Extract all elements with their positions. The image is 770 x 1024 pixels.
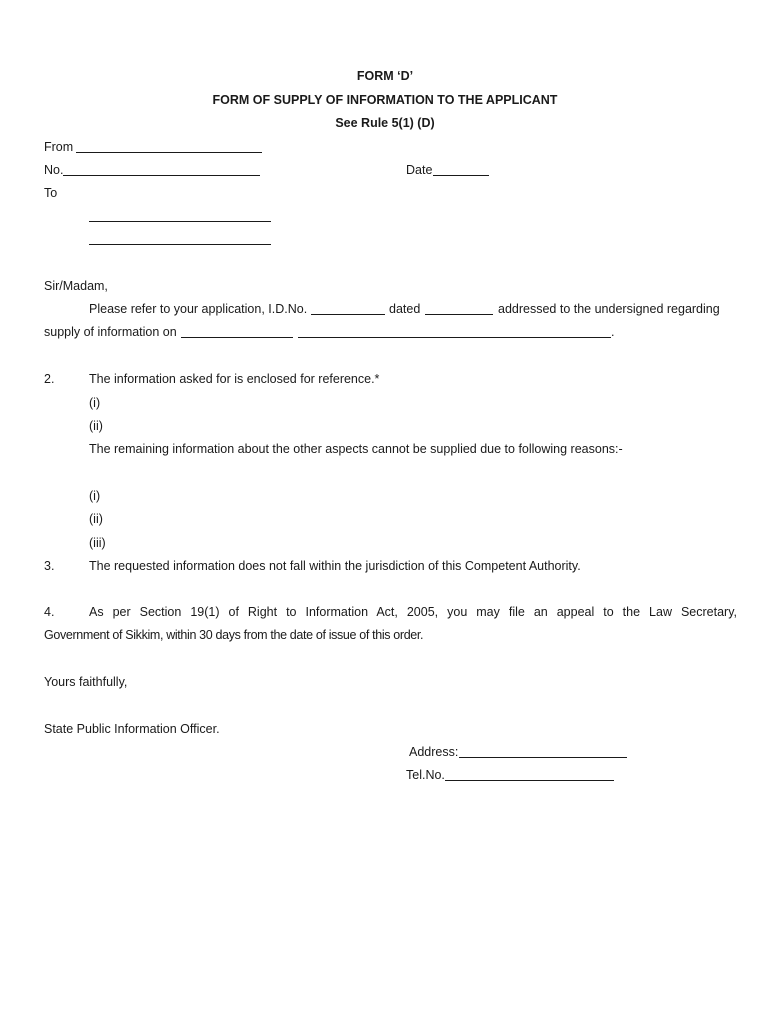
- item2-text: The information asked for is enclosed for reference.*: [89, 372, 380, 386]
- tel-field[interactable]: [445, 780, 614, 781]
- address-label: Address:: [409, 745, 459, 759]
- reason-item-1: (i): [89, 489, 101, 503]
- yours-faithfully: Yours faithfully,: [44, 675, 128, 689]
- para1-period: .: [611, 325, 615, 339]
- supply-date-field[interactable]: [181, 337, 293, 338]
- reason-item-2: (ii): [89, 512, 103, 526]
- supply-subject-field[interactable]: [298, 337, 611, 338]
- item4-line-1: As per Section 19(1) of Right to Information Act, 2005, you may file an appeal to the Law Secretary,: [89, 605, 737, 619]
- address-field[interactable]: [459, 757, 627, 758]
- from-field[interactable]: [76, 152, 262, 153]
- item2-number: 2.: [44, 372, 55, 386]
- no-label: No.: [44, 163, 64, 177]
- para1-refer-text: Please refer to your application, I.D.No.: [89, 302, 308, 316]
- form-title: FORM OF SUPPLY OF INFORMATION TO THE APPLICANT: [212, 93, 558, 107]
- para1-supply-text: supply of information on: [44, 325, 177, 339]
- item4-number: 4.: [44, 605, 55, 619]
- date-label: Date: [406, 163, 433, 177]
- application-date-field[interactable]: [425, 314, 493, 315]
- to-label: To: [44, 186, 58, 200]
- para1-addressed-text: addressed to the undersigned regarding: [498, 302, 720, 316]
- reason-item-3: (iii): [89, 536, 106, 550]
- rule-reference: See Rule 5(1) (D): [335, 116, 435, 130]
- salutation: Sir/Madam,: [44, 279, 108, 293]
- officer-title: State Public Information Officer.: [44, 722, 220, 736]
- item3-number: 3.: [44, 559, 55, 573]
- tel-label: Tel.No.: [406, 768, 445, 782]
- enclosed-item-2: (ii): [89, 419, 103, 433]
- no-field[interactable]: [63, 175, 260, 176]
- para1-dated-text: dated: [389, 302, 421, 316]
- form-name: FORM ‘D’: [356, 69, 414, 83]
- application-id-field[interactable]: [311, 314, 385, 315]
- item4-line-2: Government of Sikkim, within 30 days from the date of issue of this order.: [44, 628, 424, 642]
- item3-text: The requested information does not fall within the jurisdiction of this Competent Authority.: [89, 559, 581, 573]
- remaining-info-text: The remaining information about the other aspects cannot be supplied due to following reasons:-: [89, 442, 623, 456]
- from-label: From: [44, 140, 74, 154]
- enclosed-item-1: (i): [89, 396, 101, 410]
- date-field[interactable]: [433, 175, 489, 176]
- to-address-line-2[interactable]: [89, 244, 271, 245]
- to-address-line-1[interactable]: [89, 221, 271, 222]
